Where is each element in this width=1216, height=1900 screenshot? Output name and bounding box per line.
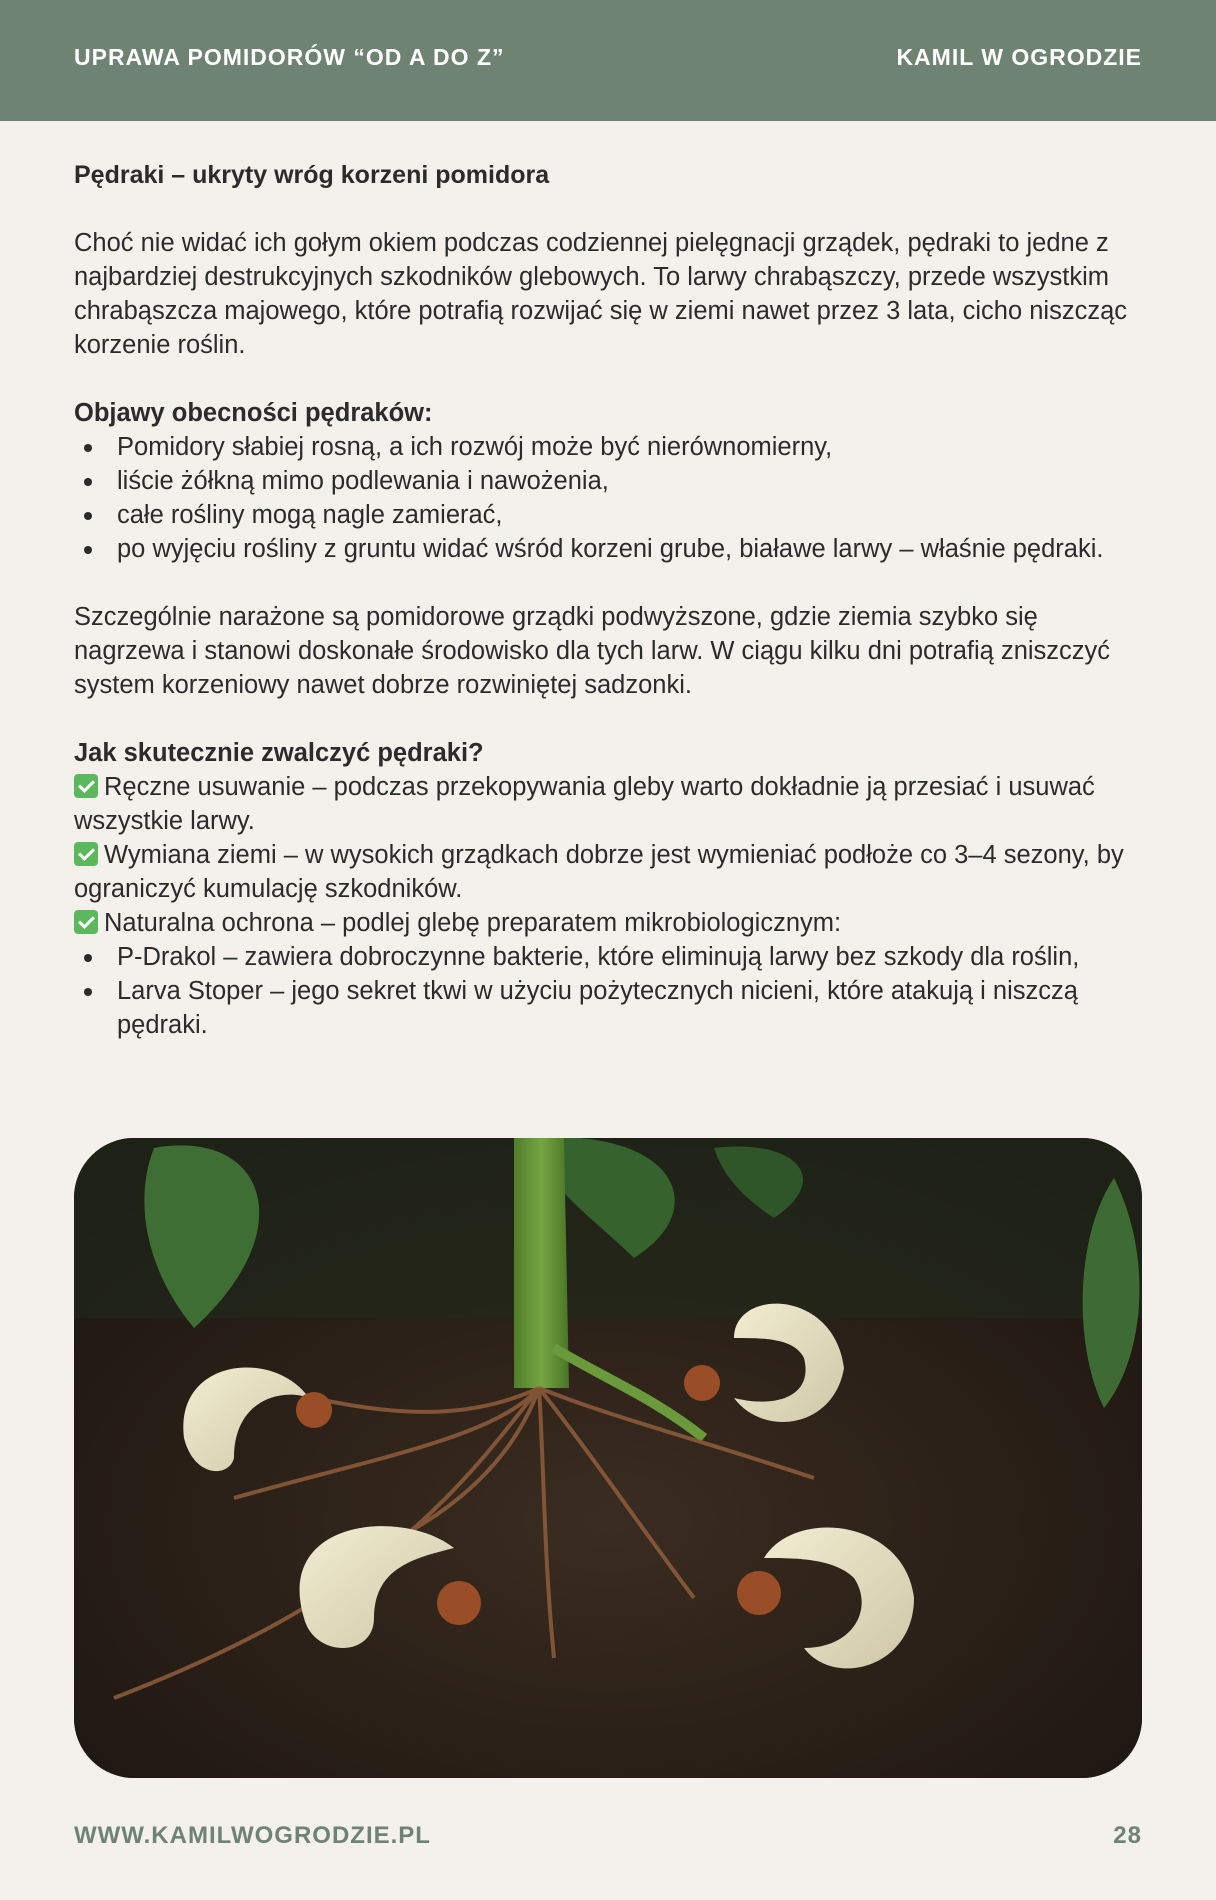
symptoms-list [74, 430, 1144, 566]
symptoms-heading: Objawy obecności pędraków: [74, 399, 433, 427]
list-item-text: po wyjęciu rośliny z gruntu widać wśród korzeni grube, białawe larwy – właśnie pędraki. [117, 535, 1104, 563]
list-item-text: całe rośliny mogą nagle zamierać, [117, 501, 503, 529]
list-item-text: liście żółkną mimo podlewania i nawożenia, [117, 467, 609, 495]
fight-heading: Jak skutecznie zwalczyć pędraki? [74, 739, 484, 767]
bullet-icon [84, 444, 92, 452]
page-number: 28 [1113, 1822, 1142, 1849]
intro-paragraph: Choć nie widać ich gołym okiem podczas codziennej pielęgnacji grządek, pędraki to jedne z najbardziej destrukcyjnych szkodników glebowych. To larwy chrabąszczy, przede wszystkim chrabąszcza majowego, które potrafią rozwijać się w ziemi nawet przez 3 lata, cicho niszcząc korzenie roślin. [74, 229, 1128, 359]
products-list [74, 940, 1144, 1042]
method-text: Ręczne usuwanie – podczas przekopywania gleby warto dokładnie ją przesiać i usuwać wszystkie larwy. [74, 773, 1095, 835]
list-item [74, 974, 1144, 1042]
bullet-icon [84, 988, 92, 996]
list-item-text: Pomidory słabiej rosną, a ich rozwój może być nierównomierny, [117, 433, 833, 461]
method-item [74, 770, 1144, 838]
list-item [74, 464, 1144, 498]
method-item [74, 838, 1144, 906]
grubs-photo [74, 1138, 1142, 1778]
article-content [74, 158, 1144, 1042]
list-item [74, 532, 1144, 566]
article-title: Pędraki – ukryty wróg korzeni pomidora [74, 161, 550, 189]
bullet-icon [84, 546, 92, 554]
bullet-icon [84, 954, 92, 962]
bullet-icon [84, 478, 92, 486]
list-item-text: P-Drakol – zawiera dobroczynne bakterie, które eliminują larwy bez szkody dla roślin, [117, 943, 1080, 971]
method-item [74, 906, 1144, 940]
check-mark-icon [74, 842, 98, 866]
list-item [74, 940, 1144, 974]
risk-paragraph: Szczególnie narażone są pomidorowe grządki podwyższone, gdzie ziemia szybko się nagrzewa i stanowi doskonałe środowisko dla tych larw. W ciągu kilku dni potrafią zniszczyć system korzeniowy nawet dobrze rozwiniętej sadzonki. [74, 603, 1111, 699]
check-mark-icon [74, 774, 98, 798]
website-link[interactable]: WWW.KAMILWOGRODZIE.PL [74, 1822, 431, 1849]
list-item [74, 430, 1144, 464]
page-header [0, 0, 1216, 121]
check-mark-icon [74, 910, 98, 934]
method-text: Wymiana ziemi – w wysokich grządkach dobrze jest wymieniać podłoże co 3–4 sezony, by ograniczyć kumulację szkodników. [74, 841, 1124, 903]
bullet-icon [84, 512, 92, 520]
book-title: UPRAWA POMIDORÓW “OD A DO Z” [74, 44, 505, 70]
list-item-text: Larva Stoper – jego sekret tkwi w użyciu pożytecznych nicieni, które atakują i niszczą pędraki. [117, 977, 1078, 1039]
list-item [74, 498, 1144, 532]
method-text: Naturalna ochrona – podlej glebę preparatem mikrobiologicznym: [104, 909, 842, 937]
author-name: KAMIL W OGRODZIE [896, 44, 1142, 70]
grubs-illustration [74, 1138, 1142, 1778]
